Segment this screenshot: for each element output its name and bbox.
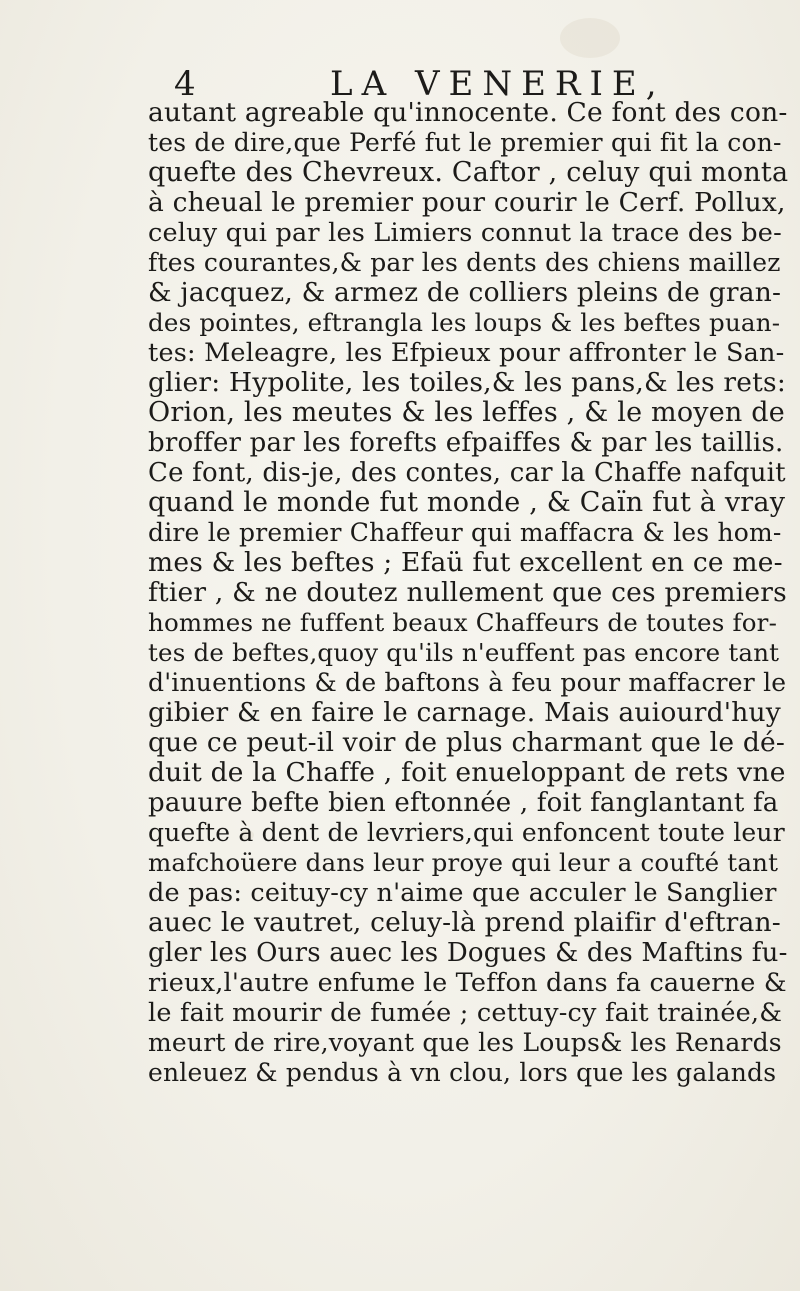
text-line: ftier , & ne doutez nullement que ces premiers <box>148 577 787 608</box>
text-line: le fait mourir de fumée ; cettuy-cy fait trainée,& <box>148 998 783 1028</box>
text-line: Ce font, dis-je, des contes, car la Chaffe nafquit <box>148 458 786 488</box>
text-line: tes de dire,que Perfé fut le premier qui fit la con- <box>148 128 782 157</box>
text-line: & jacquez, & armez de colliers pleins de gran- <box>148 277 782 308</box>
text-line: gibier & en faire le carnage. Mais auiourd'huy <box>148 697 781 728</box>
text-line: mes & les beftes ; Efaü fut excellent en ce me- <box>148 547 783 578</box>
paper-stain <box>560 18 620 58</box>
text-line: tes: Meleagre, les Efpieux pour affronter le San- <box>148 338 785 368</box>
text-line: glier: Hypolite, les toiles,& les pans,& les rets: <box>148 367 786 398</box>
text-line: gler les Ours auec les Dogues & des Maftins fu- <box>148 938 788 968</box>
page-number: 4 <box>174 64 196 104</box>
text-line: ftes courantes,& par les dents des chiens maillez <box>148 248 781 277</box>
text-line: duit de la Chaffe , foit enueloppant de rets vne <box>148 757 786 788</box>
text-line: pauure befte bien eftonnée , foit fanglantant fa <box>148 788 779 818</box>
text-line: que ce peut-il voir de plus charmant que le dé- <box>148 727 786 758</box>
text-line: des pointes, eftrangla les loups & les beftes puan- <box>148 308 781 337</box>
text-line: d'inuentions & de baftons à feu pour maffacrer le <box>148 668 787 697</box>
text-line: enleuez & pendus à vn clou, lors que les galands <box>148 1058 777 1087</box>
text-line: hommes ne fuffent beaux Chaffeurs de toutes for- <box>148 608 778 637</box>
text-line: broffer par les forefts efpaiffes & par les taillis. <box>148 428 784 458</box>
text-line: Orion, les meutes & les leffes , & le moyen de <box>148 397 785 428</box>
text-line: dire le premier Chaffeur qui maffacra & les hom- <box>148 518 782 547</box>
text-line: quand le monde fut monde , & Caïn fut à vray <box>148 487 786 518</box>
text-line: mafchoüere dans leur proye qui leur a coufté tant <box>148 848 779 877</box>
text-line: quefte à dent de levriers,qui enfoncent toute leur <box>148 818 785 847</box>
text-line: quefte des Chevreux. Caftor , celuy qui monta <box>148 157 789 188</box>
text-line: rieux,l'autre enfume le Teffon dans fa cauerne & <box>148 968 787 998</box>
text-line: de pas: ceituy-cy n'aime que acculer le Sanglier <box>148 878 777 908</box>
running-title: LA VENERIE, <box>330 64 666 104</box>
text-line: autant agreable qu'innocente. Ce font des con- <box>148 97 788 128</box>
text-line: à cheual le premier pour courir le Cerf. Pollux, <box>148 187 786 218</box>
body-text <box>148 98 788 1088</box>
text-line: meurt de rire,voyant que les Loups& les Renards <box>148 1028 782 1057</box>
text-line: auec le vautret, celuy-là prend plaifir d'eftran- <box>148 907 781 938</box>
text-line: tes de beftes,quoy qu'ils n'euffent pas encore tant <box>148 638 780 667</box>
text-line: celuy qui par les Limiers connut la trace des be- <box>148 218 782 248</box>
